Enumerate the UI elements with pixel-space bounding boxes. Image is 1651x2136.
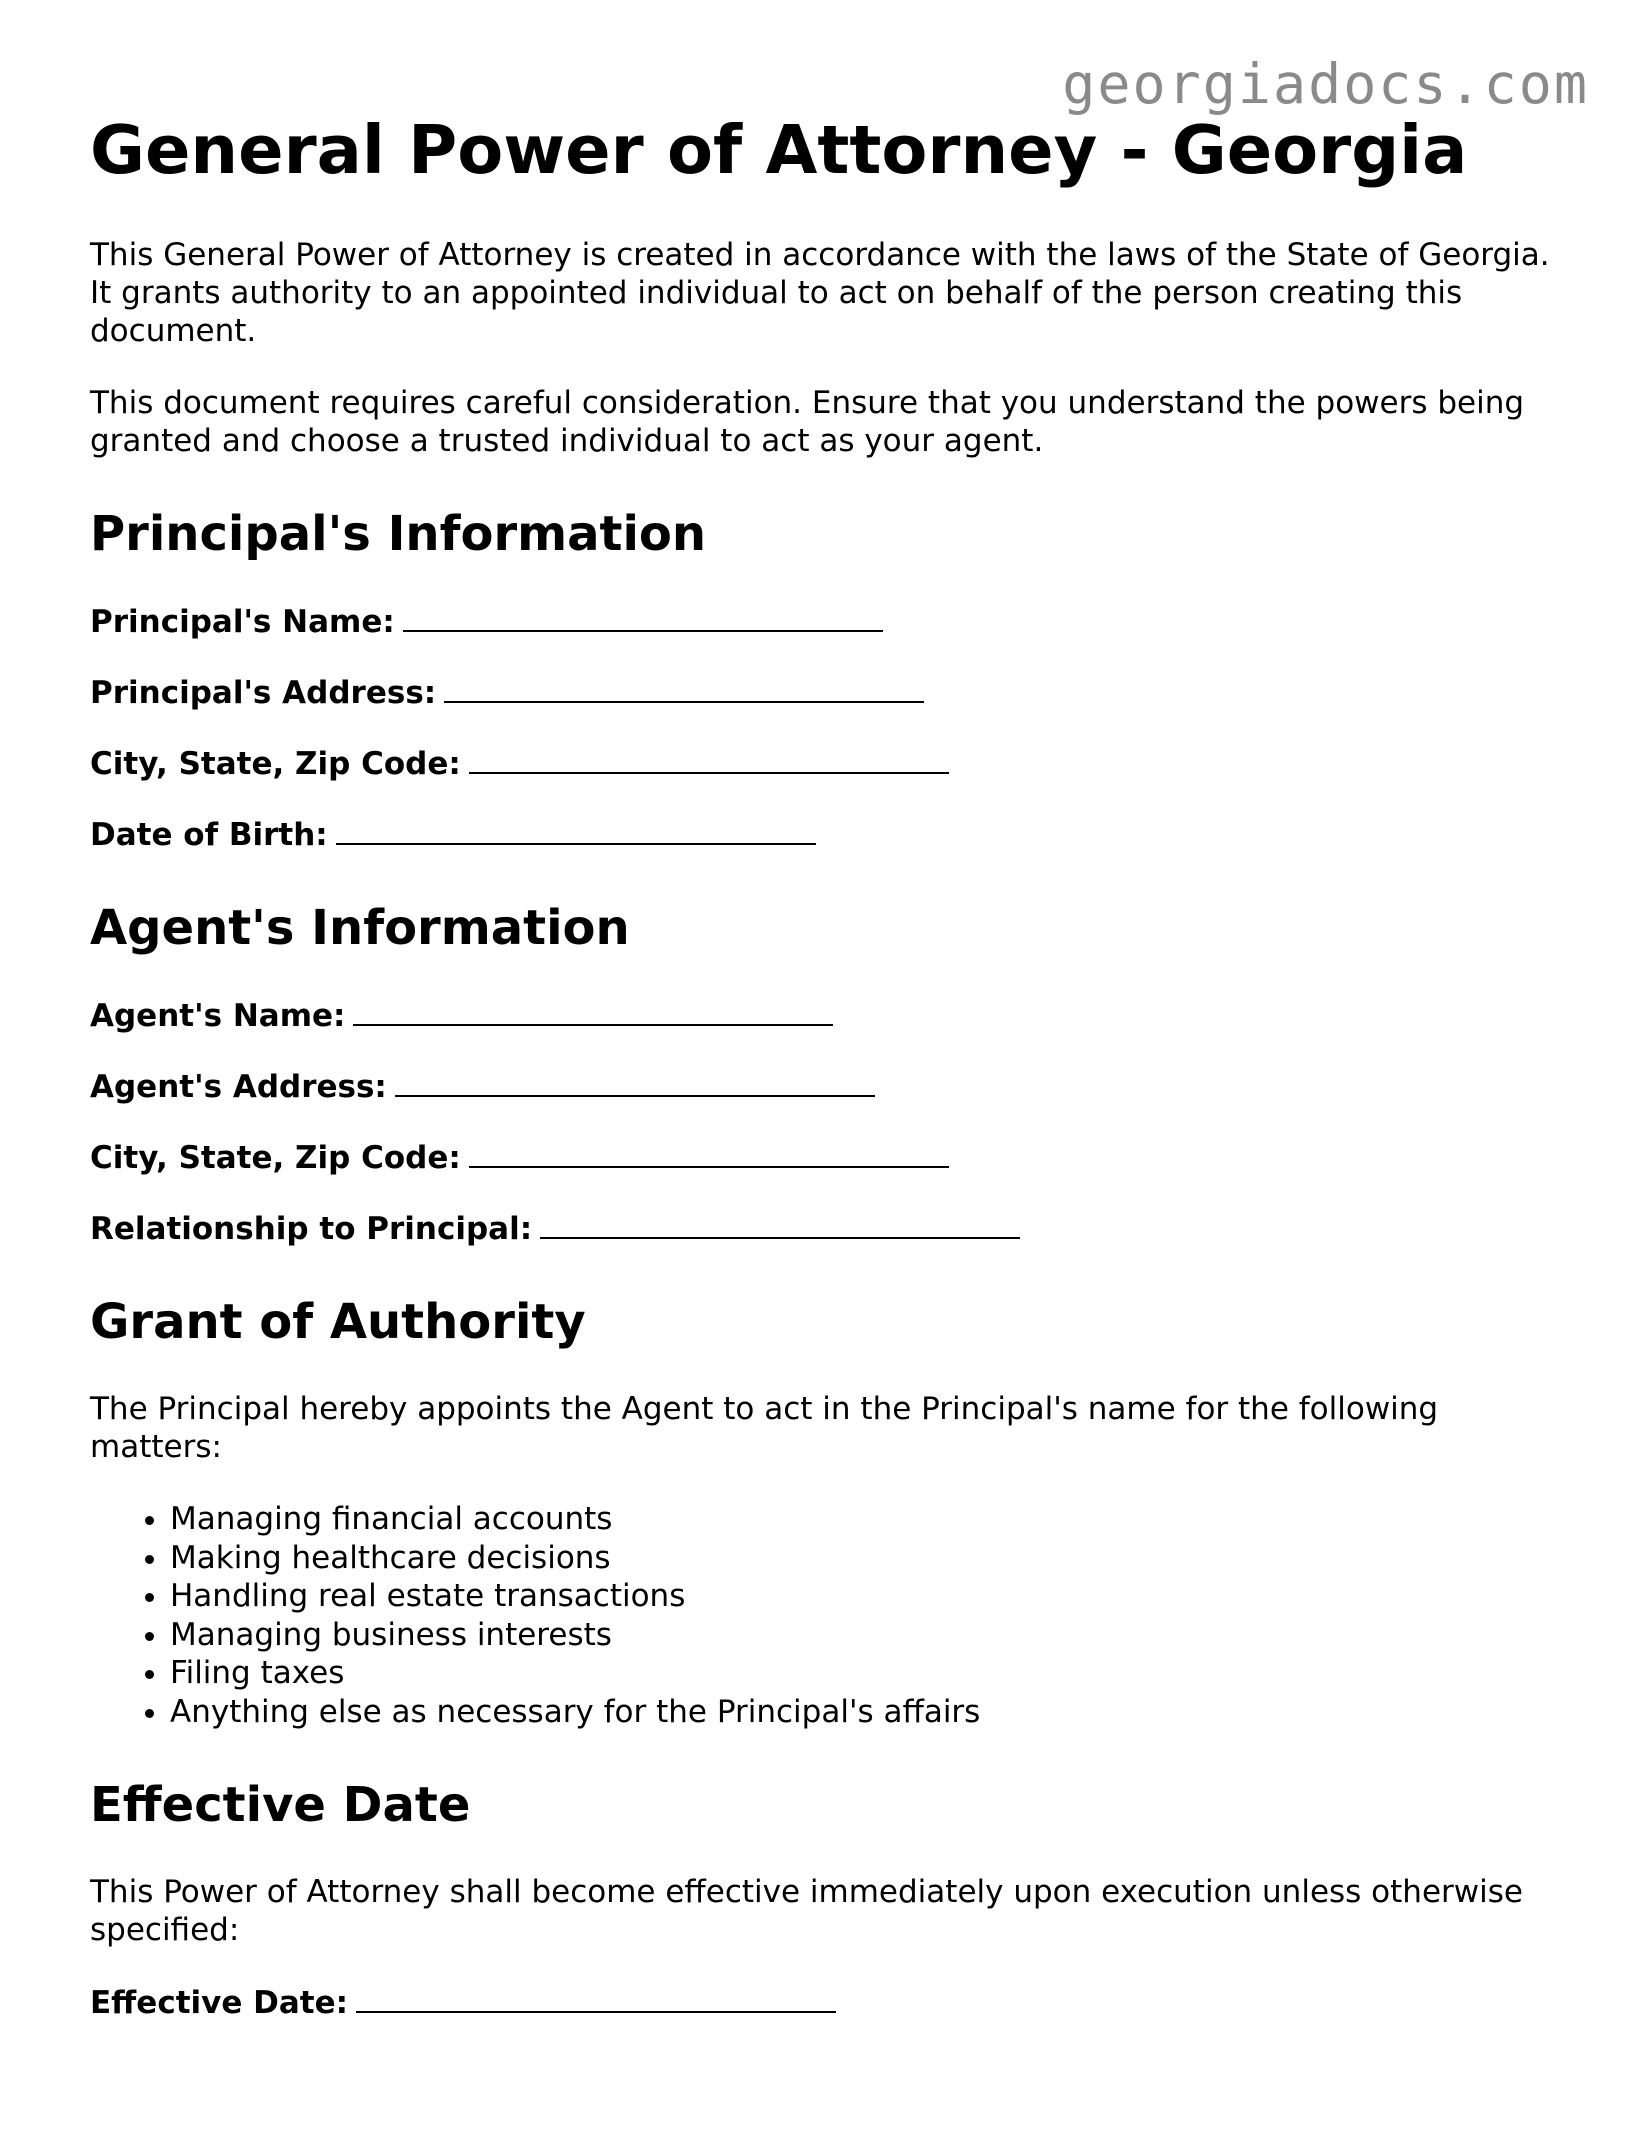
agent-name-field: [90, 996, 1570, 1035]
agent-address-blank[interactable]: [395, 1067, 875, 1097]
effective-date-blank[interactable]: [356, 1983, 836, 2013]
effective-date-field: [90, 1983, 1570, 2022]
principal-address-label: Principal's Address:: [90, 675, 437, 711]
agent-section-heading: Agent's Information: [90, 900, 630, 956]
watermark: georgiadocs.com: [1062, 52, 1589, 116]
principal-city-field: [90, 744, 1570, 783]
agent-address-field: [90, 1067, 1570, 1106]
agent-name-blank[interactable]: [353, 996, 833, 1026]
principal-dob-blank[interactable]: [336, 815, 816, 845]
principal-address-field: [90, 673, 1570, 712]
principal-section-heading: Principal's Information: [90, 506, 707, 562]
principal-dob-field: [90, 815, 1570, 854]
principal-city-blank[interactable]: [469, 744, 949, 774]
agent-city-blank[interactable]: [469, 1138, 949, 1168]
effective-section-heading: Effective Date: [90, 1777, 471, 1833]
document-title: General Power of Attorney - Georgia: [90, 111, 1468, 189]
agent-name-label: Agent's Name:: [90, 998, 346, 1034]
principal-name-field: [90, 602, 1570, 641]
grant-paragraph: The Principal hereby appoints the Agent to act in the Principal's name for the following matters:: [90, 1391, 1439, 1465]
effective-paragraph: This Power of Attorney shall become effective immediately upon execution unless otherwise specified:: [90, 1874, 1523, 1948]
list-item: • Making healthcare decisions: [170, 1539, 1570, 1578]
list-item: • Managing financial accounts: [170, 1500, 1570, 1539]
list-item: • Managing business interests: [170, 1616, 1570, 1655]
principal-dob-label: Date of Birth:: [90, 817, 328, 853]
agent-city-label: City, State, Zip Code:: [90, 1140, 461, 1176]
list-item: • Filing taxes: [170, 1654, 1570, 1693]
agent-relationship-field: [90, 1209, 1570, 1248]
intro-paragraph-2: This document requires careful consideration. Ensure that you understand the powers being granted and choose a trusted individual to act as your agent.: [90, 385, 1525, 459]
grant-section-heading: Grant of Authority: [90, 1294, 586, 1350]
list-item: • Anything else as necessary for the Principal's affairs: [170, 1693, 1570, 1732]
agent-relationship-label: Relationship to Principal:: [90, 1211, 533, 1247]
intro-paragraph-1: This General Power of Attorney is created in accordance with the laws of the State of Georgia. It grants authority to an appointed individual to act on behalf of the person creating this document.: [90, 237, 1550, 349]
agent-address-label: Agent's Address:: [90, 1069, 387, 1105]
list-item: • Handling real estate transactions: [170, 1577, 1570, 1616]
document-page: [90, 110, 1570, 2054]
principal-city-label: City, State, Zip Code:: [90, 746, 461, 782]
principal-name-blank[interactable]: [403, 602, 883, 632]
principal-name-label: Principal's Name:: [90, 604, 395, 640]
principal-address-blank[interactable]: [444, 673, 924, 703]
matters-list: [90, 1500, 1570, 1731]
agent-city-field: [90, 1138, 1570, 1177]
agent-relationship-blank[interactable]: [540, 1209, 1020, 1239]
effective-date-label: Effective Date:: [90, 1985, 349, 2021]
